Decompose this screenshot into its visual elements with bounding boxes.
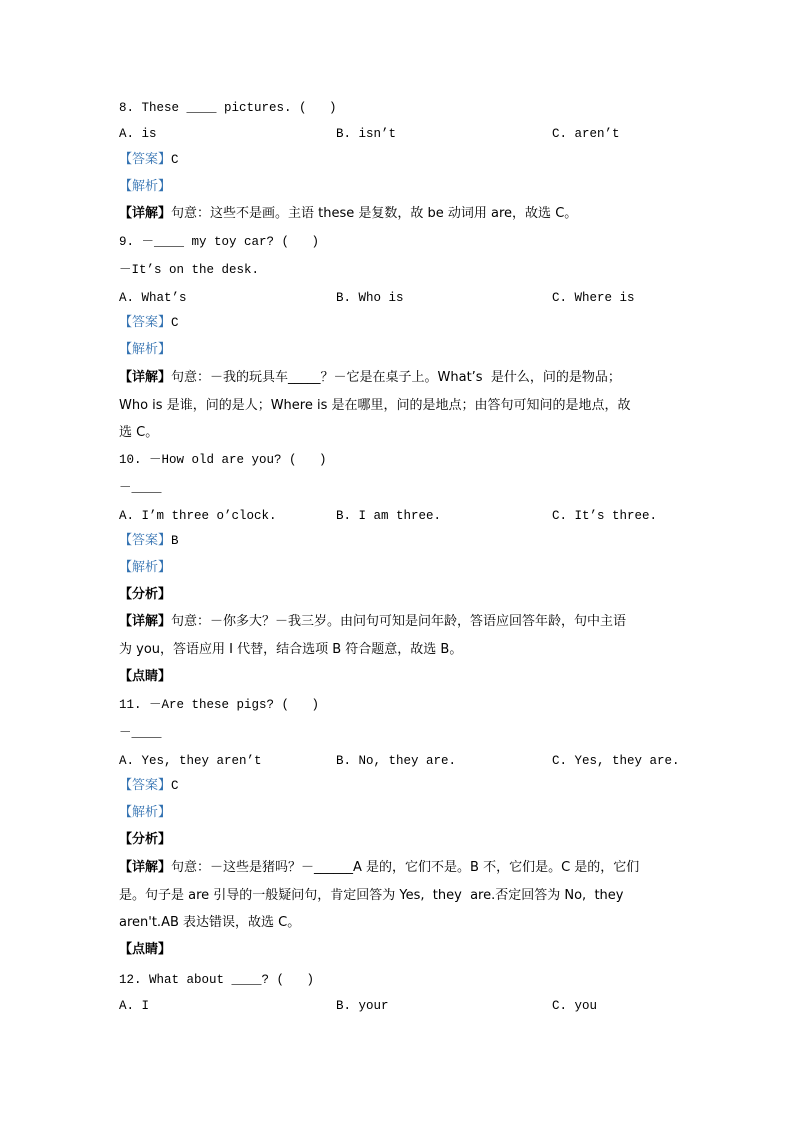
question-11-stem: 11. －Are these pigs? ( ) (119, 698, 320, 712)
question-8-stem: 8. These ____ pictures. ( ) (119, 101, 337, 115)
answer-line (119, 533, 179, 549)
answer-tag: 【答案】 (119, 315, 172, 330)
question-11-options (119, 754, 679, 770)
explanation-line (119, 860, 639, 876)
analysis-tag: 【解析】 (119, 342, 172, 357)
analysis-sub-tag: 【分析】 (119, 832, 172, 847)
explanation-text: 是。句子是 are 引导的一般疑问句，肯定回答为 Yes, they are.否定回答为 No, they (119, 888, 624, 903)
explanation-text: Who is 是谁，问的是人；Where is 是在哪里，问的是地点；由答句可知问的是地点，故 (119, 398, 631, 413)
answer-line (119, 778, 179, 794)
analysis-sub-tag: 【分析】 (119, 587, 172, 602)
question-11-reply: －____ (119, 726, 162, 740)
explanation-tag: 【详解】 (119, 370, 172, 385)
remark-tag: 【点睛】 (119, 942, 172, 957)
explanation-text: 句意：－这些是猪吗？－______A 是的，它们不是。B 不，它们是。C 是的，它们 (171, 860, 640, 875)
explanation-text: 选 C。 (119, 425, 159, 440)
option-b: B. I am three. (336, 509, 442, 523)
explanation-text: 为 you，答语应用 I 代替，结合选项 B 符合题意，故选 B。 (119, 642, 463, 657)
answer-line (119, 152, 179, 168)
question-9-reply: －It’s on the desk. (119, 263, 260, 277)
explanation-tag: 【详解】 (119, 614, 172, 629)
answer-value: C (171, 316, 179, 330)
explanation-tag: 【详解】 (119, 860, 172, 875)
explanation-tag: 【详解】 (119, 206, 172, 221)
answer-value: C (171, 153, 179, 167)
option-b: B. your (336, 999, 389, 1013)
answer-value: B (171, 534, 179, 548)
option-a: A. I (119, 999, 150, 1013)
explanation-line (119, 370, 621, 386)
question-8-options (119, 127, 679, 143)
answer-tag: 【答案】 (119, 533, 172, 548)
option-c: C. aren’t (552, 127, 620, 141)
question-9-options (119, 291, 679, 307)
question-12-stem: 12. What about ____? ( ) (119, 973, 315, 987)
option-b: B. isn’t (336, 127, 397, 141)
option-a: A. What’s (119, 291, 187, 305)
option-a: A. is (119, 127, 157, 141)
option-c: C. you (552, 999, 598, 1013)
question-9-stem: 9. －____ my toy car? ( ) (119, 235, 320, 249)
question-10-stem: 10. －How old are you? ( ) (119, 453, 327, 467)
question-12-options (119, 999, 679, 1015)
question-10-reply: －____ (119, 481, 162, 495)
explanation-line (119, 206, 577, 222)
option-b: B. Who is (336, 291, 404, 305)
question-10-options (119, 509, 679, 525)
option-c: C. It’s three. (552, 509, 658, 523)
option-a: A. I’m three o’clock. (119, 509, 277, 523)
answer-tag: 【答案】 (119, 152, 172, 167)
option-c: C. Yes, they are. (552, 754, 680, 768)
answer-tag: 【答案】 (119, 778, 172, 793)
explanation-line (119, 614, 626, 630)
option-a: A. Yes, they aren’t (119, 754, 262, 768)
answer-line (119, 315, 179, 331)
analysis-tag: 【解析】 (119, 805, 172, 820)
analysis-tag: 【解析】 (119, 179, 172, 194)
answer-value: C (171, 779, 179, 793)
remark-tag: 【点睛】 (119, 669, 172, 684)
explanation-text: 句意：－你多大？－我三岁。由问句可知是问年龄，答语应回答年龄，句中主语 (171, 614, 627, 629)
explanation-text: aren't.AB 表达错误，故选 C。 (119, 915, 301, 930)
option-c: C. Where is (552, 291, 635, 305)
analysis-tag: 【解析】 (119, 560, 172, 575)
explanation-text: 句意：－我的玩具车_____？－它是在桌子上。What’s 是什么，问的是物品； (171, 370, 621, 385)
option-b: B. No, they are. (336, 754, 457, 768)
explanation-text: 句意：这些不是画。主语 these 是复数，故 be 动词用 are，故选 C。 (171, 206, 578, 221)
